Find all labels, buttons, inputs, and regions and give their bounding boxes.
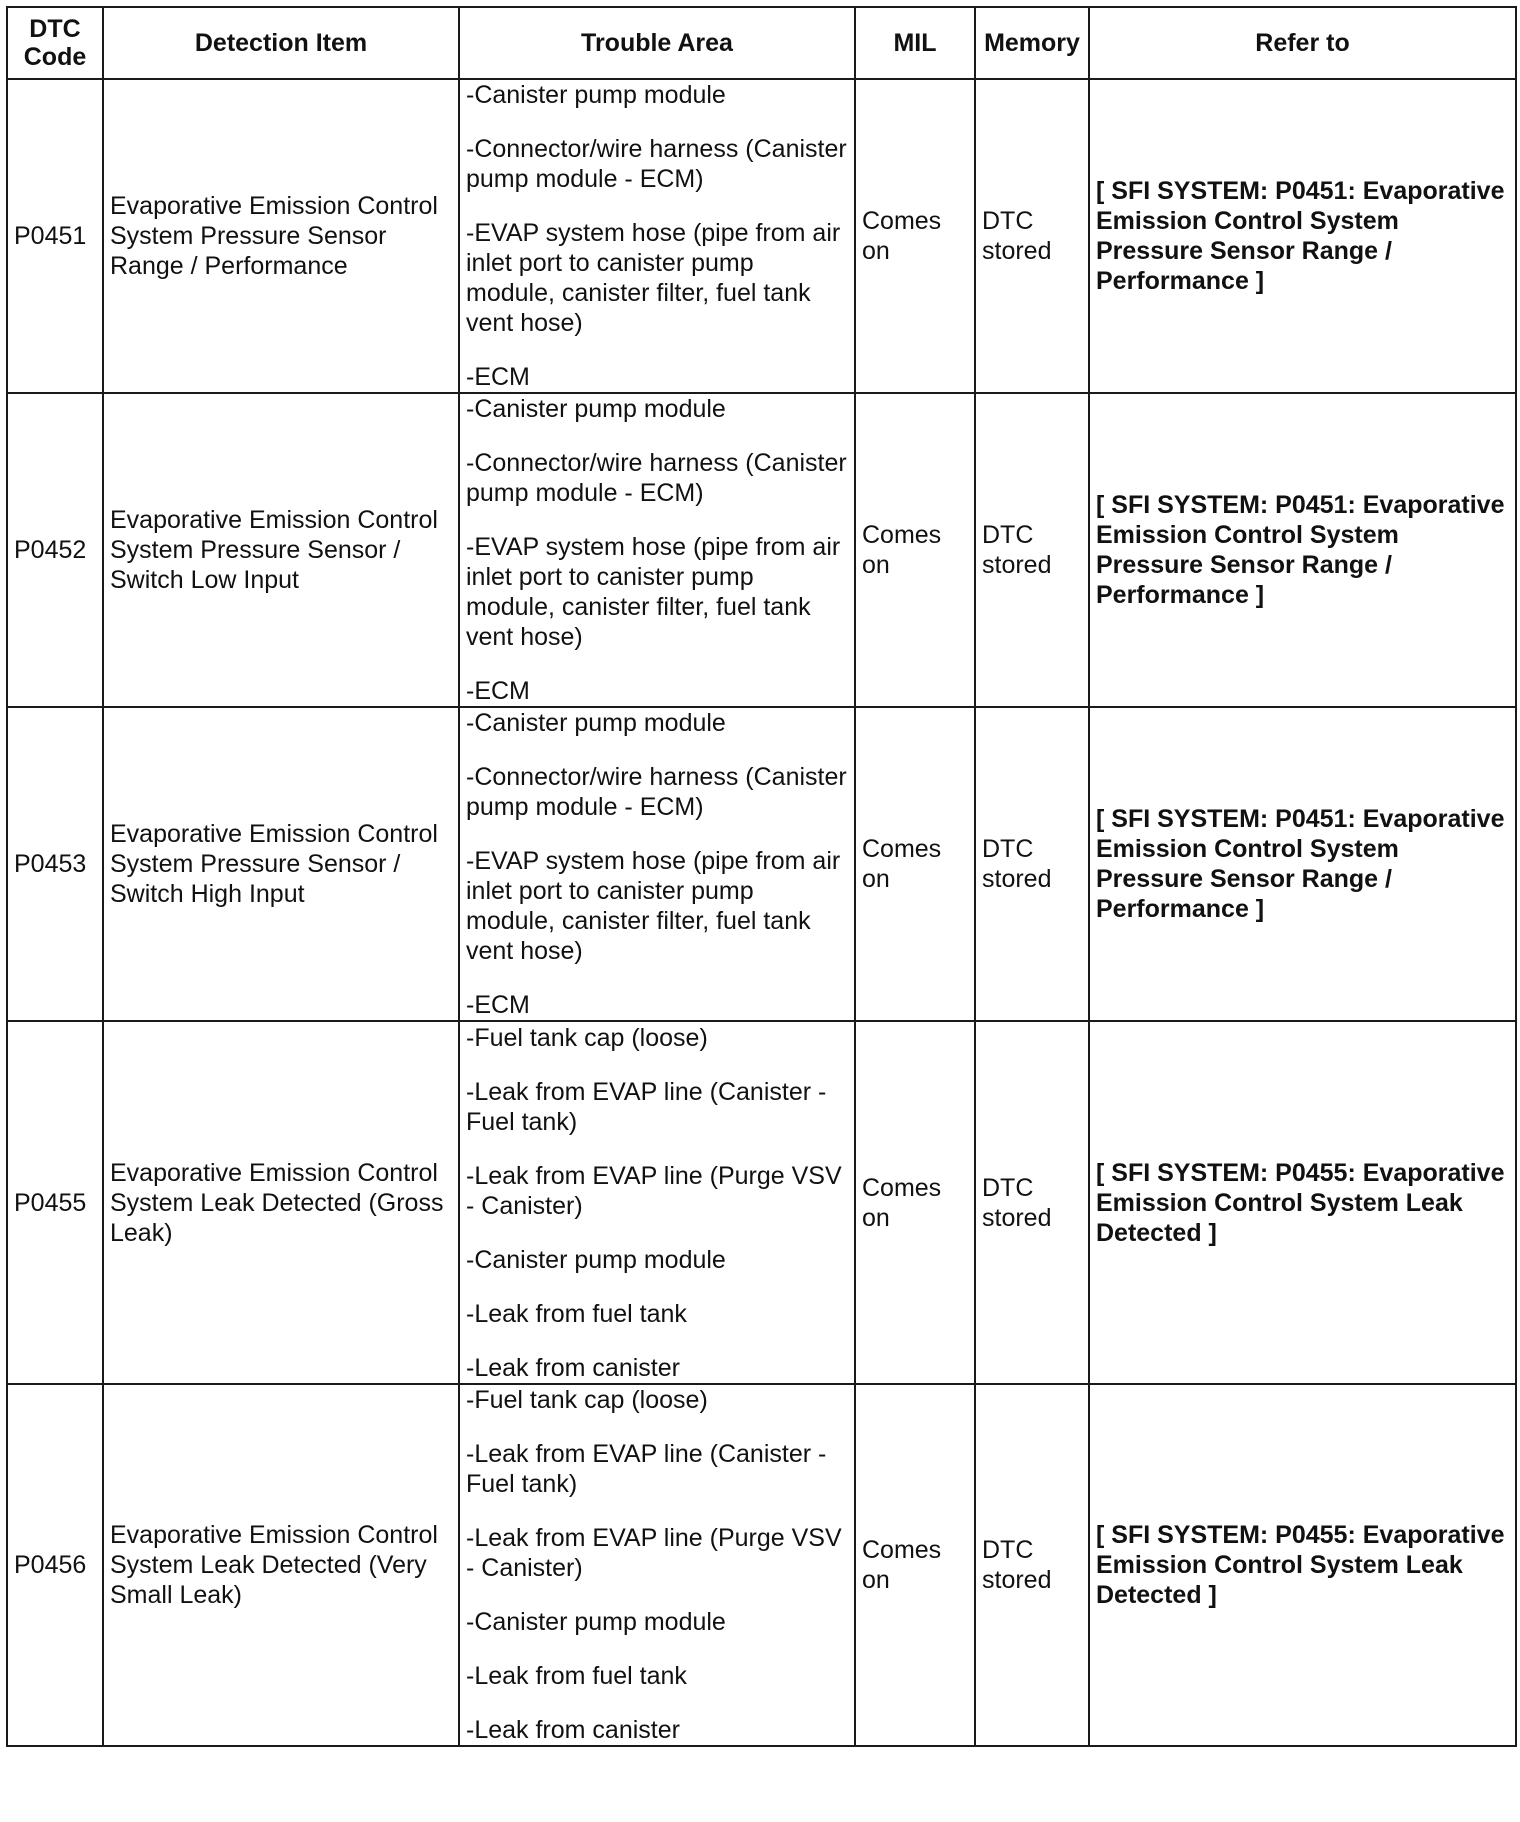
memory-cell: DTC stored [975,393,1089,707]
table-header [7,7,1516,79]
memory-cell: DTC stored [975,707,1089,1021]
trouble-area-item: -Leak from EVAP line (Canister - Fuel tank) [466,1077,827,1136]
detection-item-cell: Evaporative Emission Control System Pressure Sensor Range / Performance [103,79,459,393]
dtc-code-cell: P0452 [7,393,103,707]
mil-cell: Comes on [855,1384,975,1746]
trouble-area-item: -EVAP system hose (pipe from air inlet port to canister pump module, canister filter, fuel tank vent hose) [466,219,841,337]
trouble-area-item: -EVAP system hose (pipe from air inlet port to canister pump module, canister filter, fuel tank vent hose) [466,533,841,651]
header-trouble-area: Trouble Area [459,7,855,79]
header-mil: MIL [855,7,975,79]
memory-cell: DTC stored [975,79,1089,393]
header-dtc-code: DTC Code [7,7,103,79]
trouble-area-item: -Canister pump module [466,709,726,737]
trouble-area-item: -ECM [466,991,530,1019]
dtc-code-cell: P0451 [7,79,103,393]
trouble-area-cell [459,707,855,1021]
trouble-area-item: -Leak from canister [466,1716,680,1744]
table-row [7,393,1516,707]
header-memory: Memory [975,7,1089,79]
table-row [7,1384,1516,1746]
detection-item-cell: Evaporative Emission Control System Leak Detected (Gross Leak) [103,1021,459,1384]
header-refer-to: Refer to [1089,7,1516,79]
table-row [7,1021,1516,1384]
trouble-area-cell [459,393,855,707]
trouble-area-item: -Leak from fuel tank [466,1299,687,1328]
detection-item-cell: Evaporative Emission Control System Pressure Sensor / Switch Low Input [103,393,459,707]
table-row [7,707,1516,1021]
trouble-area-item: -Canister pump module [466,1608,726,1636]
memory-cell: DTC stored [975,1384,1089,1746]
memory-cell: DTC stored [975,1021,1089,1384]
header-row [7,7,1516,79]
refer-to-link[interactable]: [ SFI SYSTEM: P0455: Evaporative Emission Control System Leak Detected ] [1089,1384,1516,1746]
trouble-area-item: -EVAP system hose (pipe from air inlet port to canister pump module, canister filter, fuel tank vent hose) [466,847,841,965]
dtc-table [6,6,1517,1747]
table-body [7,79,1516,1746]
refer-to-link[interactable]: [ SFI SYSTEM: P0451: Evaporative Emission Control System Pressure Sensor Range / Performance ] [1089,393,1516,707]
refer-to-link[interactable]: [ SFI SYSTEM: P0455: Evaporative Emission Control System Leak Detected ] [1089,1021,1516,1384]
trouble-area-item: -Canister pump module [466,1245,726,1274]
trouble-area-item: -Connector/wire harness (Canister pump module - ECM) [466,763,847,821]
trouble-area-item: -Leak from EVAP line (Purge VSV - Canister) [466,1161,842,1220]
trouble-area-item: -Leak from canister [466,1353,680,1382]
detection-item-cell: Evaporative Emission Control System Leak Detected (Very Small Leak) [103,1384,459,1746]
trouble-area-cell [459,79,855,393]
trouble-area-item: -Leak from EVAP line (Canister - Fuel tank) [466,1440,827,1498]
detection-item-cell: Evaporative Emission Control System Pressure Sensor / Switch High Input [103,707,459,1021]
table-row [7,79,1516,393]
refer-to-link[interactable]: [ SFI SYSTEM: P0451: Evaporative Emission Control System Pressure Sensor Range / Performance ] [1089,79,1516,393]
trouble-area-item: -ECM [466,677,530,705]
trouble-area-item: -Connector/wire harness (Canister pump module - ECM) [466,135,847,193]
trouble-area-item: -Leak from fuel tank [466,1662,687,1690]
trouble-area-item: -ECM [466,363,530,391]
trouble-area-item: -Canister pump module [466,395,726,423]
dtc-code-cell: P0453 [7,707,103,1021]
dtc-code-cell: P0455 [7,1021,103,1384]
refer-to-link[interactable]: [ SFI SYSTEM: P0451: Evaporative Emission Control System Pressure Sensor Range / Performance ] [1089,707,1516,1021]
trouble-area-item: -Leak from EVAP line (Purge VSV - Canister) [466,1524,842,1582]
mil-cell: Comes on [855,707,975,1021]
trouble-area-item: -Fuel tank cap (loose) [466,1386,708,1414]
mil-cell: Comes on [855,393,975,707]
header-detection-item: Detection Item [103,7,459,79]
dtc-code-cell: P0456 [7,1384,103,1746]
trouble-area-cell [459,1021,855,1384]
mil-cell: Comes on [855,1021,975,1384]
trouble-area-item: -Connector/wire harness (Canister pump module - ECM) [466,449,847,507]
trouble-area-item: -Fuel tank cap (loose) [466,1023,708,1052]
mil-cell: Comes on [855,79,975,393]
trouble-area-cell [459,1384,855,1746]
trouble-area-item: -Canister pump module [466,81,726,109]
